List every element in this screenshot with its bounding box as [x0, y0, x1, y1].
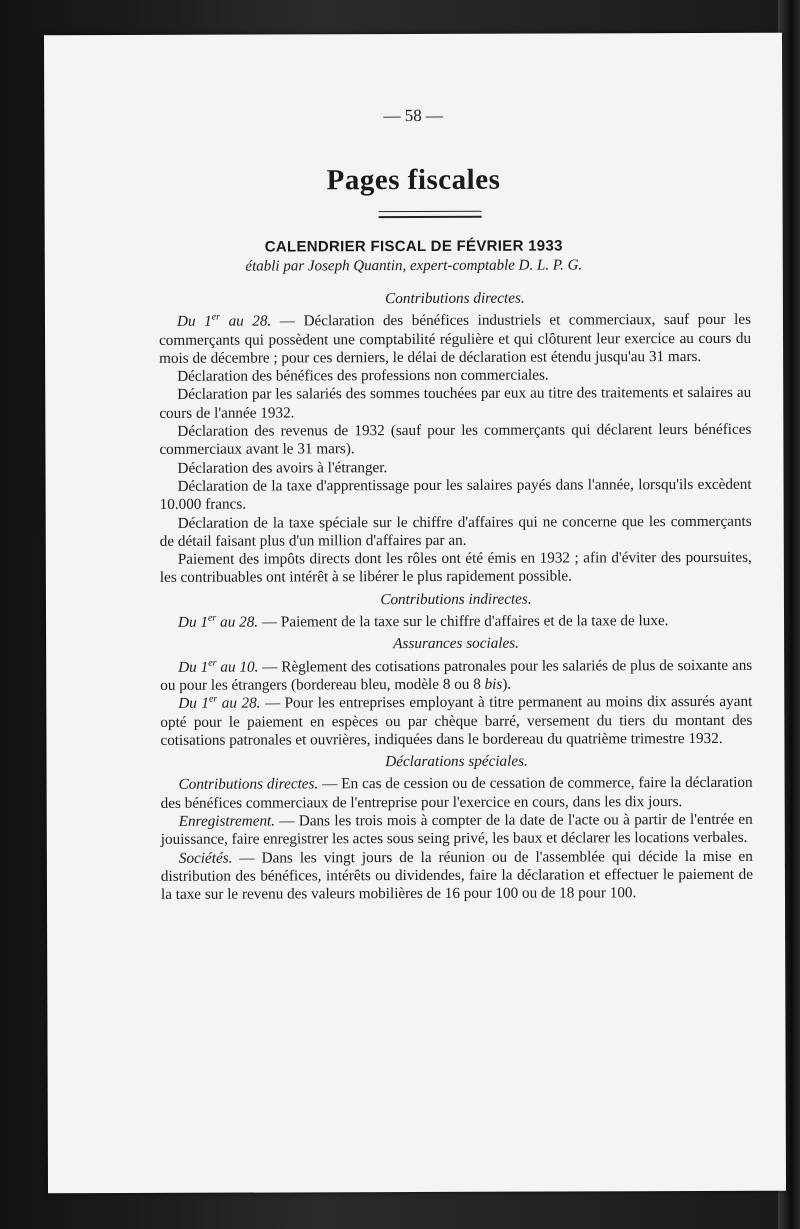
calendar-subheading: établi par Joseph Quantin, expert-comptable D. L. P. G. — [245, 257, 583, 275]
paragraph: Du 1er au 28. — Paiement de la taxe sur le chiffre d'affaires et de la taxe de luxe. — [178, 612, 669, 631]
paragraph: Paiement des impôts directs dont les rôles ont été émis en 1932 ; afin d'éviter des poursuites, les contribuables ont intérêt à se libérer le plus rapidement possible. — [159, 548, 752, 587]
date-range: Du 1er au 28. — [178, 693, 261, 713]
paragraph: Déclaration des avoirs à l'étranger. — [177, 458, 388, 477]
document-page — [44, 33, 786, 1194]
document-body — [159, 285, 753, 905]
section-title-speciales: Déclarations spéciales. — [385, 752, 528, 771]
paragraph: Déclaration des revenus de 1932 (sauf pour les commerçants qui déclarent leurs bénéfices commerciaux avant le 31 mars). — [159, 420, 752, 459]
date-range: Du 1er au 28. — [176, 311, 272, 331]
section-title-directes: Contributions directes. — [385, 289, 525, 308]
paragraph: Du 1er au 28. — Déclaration des bénéfices industriels et commerciaux, sauf pour les commerçants qui possèdent une comptabilité régulière et qui clôturent leur exercice au cours du mois de décembre ; pour ces derniers, le délai de déclaration est étendu jusqu'au 31 mars. — [159, 311, 752, 367]
calendar-heading: CALENDRIER FISCAL DE FÉVRIER 1933 — [264, 237, 563, 256]
section-title-assurances: Assurances sociales. — [393, 634, 519, 653]
section-title-indirectes: Contributions indirectes. — [380, 590, 532, 608]
paragraph-lead: Contributions directes. — [178, 775, 319, 794]
paragraph: Du 1er au 28. — Pour les entreprises employant à titre permanent au moins dix assurés ayant opté pour le paiement en espèces ou par chèque barré, versement du tiers du montant des cotisations patronales et ouvrières, indiquées dans le bordereau du quatrième trimestre 1932. — [160, 693, 753, 749]
paragraph: Déclaration des bénéfices des professions non commerciales. — [177, 366, 549, 386]
paragraph: Enregistrement. — Dans les trois mois à compter de la date de l'acte ou à partir de l'entrée en jouissance, faire enregistrer les actes sous seing privé, les baux et déclarer les locations verbales. — [160, 810, 753, 849]
paragraph: Déclaration de la taxe spéciale sur le chiffre d'affaires qui ne concerne que les commerçants de détail faisant plus d'un million d'affaires par an. — [159, 512, 752, 550]
page-number: — 58 — — [383, 105, 444, 126]
paragraph-lead: Enregistrement. — [178, 812, 276, 830]
paragraph-lead: Sociétés. — [178, 849, 233, 867]
paragraph: Déclaration de la taxe d'apprentissage pour les salaires payés dans l'année, lorsqu'ils excèdent 10.000 francs. — [159, 475, 752, 514]
date-range: Du 1er au 10. — [178, 657, 259, 676]
paragraph: Contributions directes. — En cas de cession ou de cessation de commerce, faire la déclaration des bénéfices commerciaux de l'entreprise pour l'exercice en cours, dans les dix jours. — [160, 774, 753, 812]
paragraph: Déclaration par les salariés des sommes touchées par eux au titre des traitements et salaires au cours de l'année 1932. — [159, 384, 752, 422]
paragraph: Sociétés. — Dans les vingt jours de la réunion ou de l'assemblée qui décide la mise en distribution des bénéfices, intérêts ou dividendes, faire la déclaration et effectuer le paiement de la taxe sur le revenu des valeurs mobilières de 16 pour 100 ou de 18 pour 100. — [160, 847, 753, 904]
page-title: Pages fiscales — [326, 163, 501, 197]
date-range: Du 1er au 28. — [178, 612, 259, 631]
paragraph: Du 1er au 10. — Règlement des cotisations patronales pour les salariés de plus de soixante ans ou pour les étrangers (bordereau bleu, modèle 8 ou 8 bis). — [160, 656, 753, 694]
title-underline — [379, 211, 482, 218]
